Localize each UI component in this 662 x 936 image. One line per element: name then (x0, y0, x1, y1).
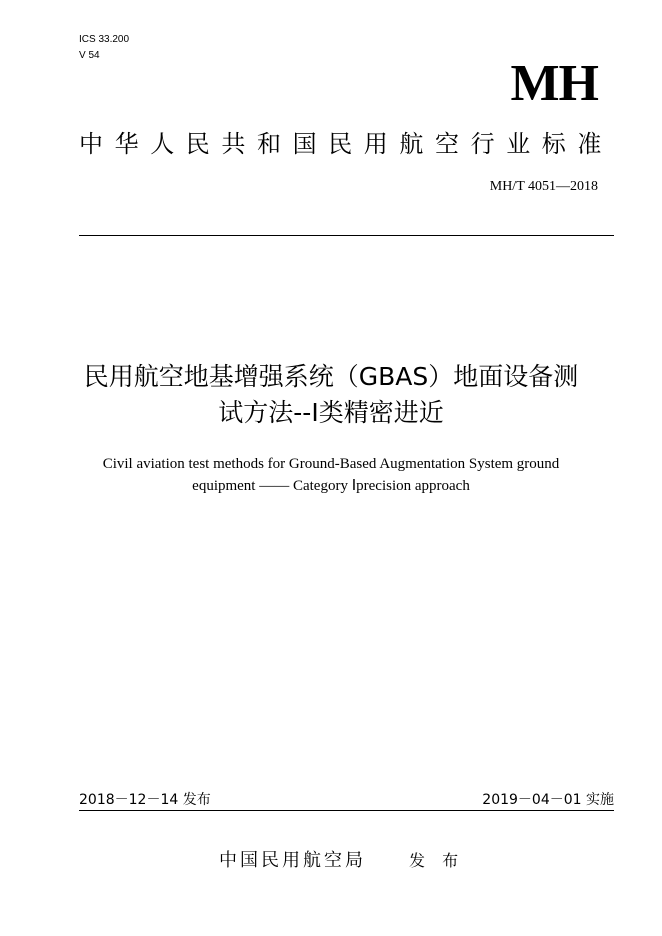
standard-number: MH/T 4051—2018 (489, 179, 598, 194)
ics-code: ICS 33.200 (79, 34, 130, 45)
issue-date: 2018－12－14 发布 (79, 792, 211, 808)
document-title-cn-line2: 试方法--Ⅰ类精密进近 (218, 398, 444, 427)
document-title-en-line1: Civil aviation test methods for Ground-Based Augmentation System ground (102, 456, 560, 472)
top-divider (79, 235, 614, 236)
bottom-divider (79, 810, 614, 811)
ccs-code: V 54 (79, 50, 100, 61)
document-title-cn-line1: 民用航空地基增强系统（GBAS）地面设备测 (83, 362, 579, 391)
issue-label: 发 布 (409, 851, 465, 870)
issuing-authority: 中国民用航空局 (219, 850, 366, 871)
document-title-en-line2: equipment —— Category Ⅰprecision approach (192, 478, 470, 494)
implementation-date: 2019－04－01 实施 (482, 792, 614, 808)
mh-logo: MH (510, 55, 598, 112)
standard-category-title: 中华人民共和国民用航空行业标准 (79, 130, 613, 158)
